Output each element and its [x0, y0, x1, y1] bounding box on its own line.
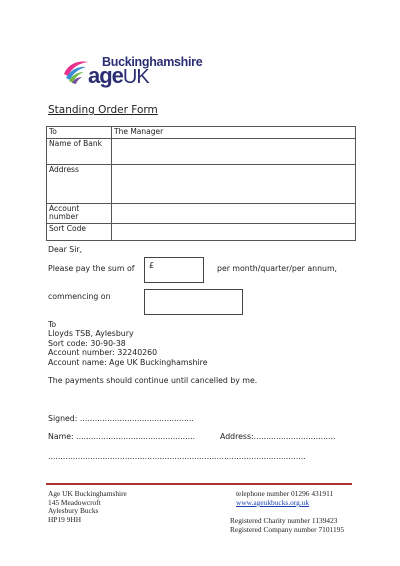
row-label: Sort Code	[47, 223, 112, 240]
address-line[interactable]: Address:.................................	[220, 432, 336, 441]
table-row	[47, 223, 356, 240]
commencing-label: commencing on	[48, 292, 111, 301]
footer-phone: telephone number 01296 431911	[236, 489, 334, 498]
table-row	[47, 164, 356, 203]
address-continuation-line[interactable]: ........................................................................................................	[48, 452, 306, 461]
page-title: Standing Order Form	[48, 104, 158, 116]
currency-symbol: £	[149, 261, 155, 270]
table-row	[47, 127, 356, 139]
bank-address-field[interactable]	[112, 164, 356, 203]
row-label: Address	[47, 164, 112, 203]
row-label: To	[47, 127, 112, 139]
footer-divider	[46, 483, 352, 485]
footer-company-number: Registered Company number 7101195	[230, 525, 345, 534]
signed-line[interactable]: Signed: ..............................................	[48, 414, 194, 423]
sort-code-field[interactable]	[112, 223, 356, 240]
table-row	[47, 203, 356, 223]
table-row	[47, 138, 356, 164]
name-line[interactable]: Name: ................................................	[48, 432, 196, 441]
bank-name-field[interactable]	[112, 138, 356, 164]
age-uk-logo	[62, 54, 203, 92]
row-label: Name of Bank	[47, 138, 112, 164]
logo-region-text: Buckinghamshire	[102, 55, 203, 69]
payee-details: To Lloyds TSB, Aylesbury Sort code: 30-90-38 Account number: 32240260 Account name: Age UK Buckinghamshire	[48, 320, 208, 367]
account-number-field[interactable]	[112, 203, 356, 223]
pay-label: Please pay the sum of	[48, 264, 135, 273]
amount-field[interactable]	[144, 257, 204, 283]
start-date-field[interactable]	[144, 289, 243, 315]
frequency-text: per month/quarter/per annum,	[217, 264, 338, 273]
footer-charity-number: Registered Charity number 1139423	[230, 516, 338, 525]
footer-website-link[interactable]: www.ageukbucks.org.uk	[236, 498, 310, 507]
continue-text: The payments should continue until cancelled by me.	[48, 376, 258, 385]
logo-age-text: ageUK	[88, 63, 149, 88]
bank-details-table	[46, 126, 356, 241]
row-label: Account number	[47, 203, 112, 223]
row-value: The Manager	[112, 127, 356, 139]
footer-org-address: Age UK Buckinghamshire 145 Meadowcroft Aylesbury Bucks HP19 9HH	[48, 489, 127, 524]
salutation: Dear Sir,	[48, 245, 83, 254]
